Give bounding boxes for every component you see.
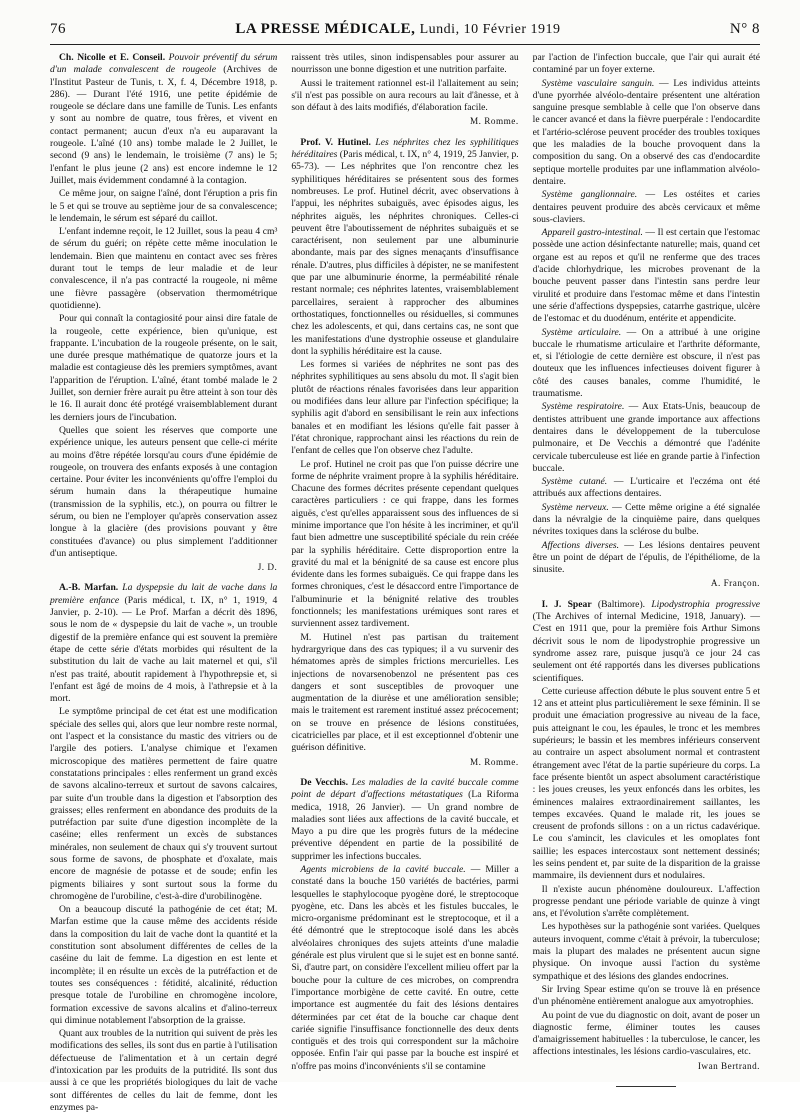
article-paragraph <box>533 599 760 685</box>
paragraph-text: (Paris médical, t. IX, n° 1, 1919, 4 Janvier, p. 2-10). — Le Prof. Marfan a décrit dès 1896, sous le nom de « dyspepsie du lait de vache », un trouble digestif de la première enfance qui est souvent la première étape de cette série d'états morbides qui résultent de la substitution du lait de vache au lait maternel et qui, s'il n'est pas traité, aboutit rapidement à l'hypothrepsie et, si l'enfant est âgé de moins de 4 mois, à l'athrepsie et à la mort. <box>50 594 278 705</box>
author-signature <box>50 561 277 573</box>
paragraph-text: — Les lésions dentaires peuvent être un point de départ de l'épulis, de l'épithéliome, de la sinusite. <box>532 539 760 576</box>
article-author: Prof. V. Hutinel. <box>300 136 371 148</box>
article-paragraph <box>533 78 760 189</box>
article-paragraph <box>533 52 760 77</box>
author-signature <box>533 1060 760 1072</box>
article-paragraph <box>291 137 518 358</box>
paragraph-text: Pour qui connaît la contagiosité pour ainsi dire fatale de la rougeole, cette expérience, bien qu'unique, est frappante. L'incubation de la rougeole présente, on le sait, une durée presque mathématique de quatorze jours et la maladie est contagieuse dès les premiers symptômes, avant l'apparition de l'éruption. L'aîné, étant tombé malade le 2 Juillet, son dernier frère aurait pu être atteint à son tour dès le 16. Il aurait donc été protégé vraisemblablement durant les derniers jours de l'incubation. <box>50 313 278 423</box>
issue-date: Lundi, 10 Février 1919 <box>419 21 561 37</box>
paragraph-text: Les hypothèses sur la pathogénie sont variées. Quelques auteurs invoquent, comme c'était à prévoir, la tuberculose; mais la plupart des malades ne présentent aucun signe physique. On invoque aussi l'action du système sympathique et des lésions des glandes endocrines. <box>532 921 760 982</box>
article-paragraph <box>50 1028 277 1114</box>
signature-text: M. Romme. <box>470 116 519 127</box>
page-number: 76 <box>50 20 66 37</box>
article-paragraph <box>291 632 518 755</box>
author-signature <box>291 115 518 127</box>
header-rule <box>50 44 760 45</box>
column-2 <box>291 52 518 1072</box>
paragraph-text: M. Hutinel n'est pas partisan du traitement hydrargyrique dans des cas typiques; il a vu survenir des hématomes après de simples frictions mercurielles. Les injections de novarsenobenzol ne présentent pas ces dangers et sont susceptibles de provoquer une augmentation de la diurèse et une amélioration sensible; mais le traitement est rarement institué assez précocement; on se trouve en présence de lésions constituées, cicatricielles par place, et il est exceptionnel d'obtenir une guérison définitive. <box>291 631 519 754</box>
paragraph-text: Le prof. Hutinel ne croit pas que l'on puisse décrire une forme de néphrite vraiment propre à la syphilis héréditaire. Chacune des formes décrites présente cependant quelques caractères particuliers : ce qui frappe, dans les formes aiguës, c'est qu'elles apparaissent sous des influences de si minime importance que l'on hésite à les incriminer, et qu'il faut bien admettre une susceptibilité spéciale du rein créée par la syphilis héréditaire. Cette disproportion entre la gravité du mal et la bénignité de sa cause est encore plus évidente dans les formes subaiguës. Ce qui frappe dans les formes chroniques, c'est le désaccord entre l'importance de l'albuminurie et la bénignité relative des troubles fonctionnels; les manifestations urémiques sont rares et surviennent assez tardivement. <box>291 458 519 630</box>
article-heading: La dyspepsie du lait de vache dans la première enfance <box>50 582 278 606</box>
article-paragraph <box>533 1010 760 1059</box>
signature-text: M. Romme. <box>470 756 519 767</box>
article-paragraph <box>291 459 518 631</box>
paragraph-text: On a beaucoup discuté la pathogénie de cet état; M. Marfan estime que la cause même des accidents réside dans la composition du lait de vache dont la quantité et la constitution sont absolument différentes de celles de la caséine du lait de femme. La digestion en est lente et incomplète; il en résulte un excès de la putréfaction et de toutes ses conséquences : fétidité, alcalinité, réduction presque totale de l'urobiline en chromogène incolore, formation excessive de savons alcalins et d'alino-terreux qui diminue notablement l'absorption de la graisse. <box>50 904 278 1026</box>
author-signature <box>291 756 518 768</box>
paragraph-text: Cette curieuse affection débute le plus souvent entre 5 et 12 ans et atteint plus particulièrement le sexe féminin. Il se produit une émaciation progressive au niveau de la face, puis atteignant le cou, les épaules, le tronc et les membres supérieurs; le bassin et les membres inférieurs conservent au contraire un aspect absolument normal et contrastent étrangement avec l'état de la partie supérieure du corps. La face présente bientôt un aspect absolument caractéristique : les joues creuses, les yeux enfoncés dans les orbites, les éminences malaires extraordinairement saillantes, les tempes excavées. Quand le malade rit, les joues se creusent de profonds sillons : on a un rictus cadavérique. Le cou s'amincit, les clavicules et les omoplates font saillie; les espaces intercostaux sont nettement dessinés; les seins pendent et, par suite de la disparition de la graisse mammaire, ils deviennent durs et nodulaires. <box>532 685 760 882</box>
article-heading: Appareil gastro-intestinal. <box>541 227 643 239</box>
article-author: I. J. Spear <box>541 598 592 610</box>
article-heading: Les maladies de la cavité buccale comme point de départ d'affections métastatiques <box>291 776 519 801</box>
article-paragraph <box>291 359 518 457</box>
paragraph-text: Il n'existe aucun phénomène douloureux. L'affection progresse pendant une période variable de quinze à vingt ans, et l'évolution s'arrête complètement. <box>532 883 760 920</box>
column-1 <box>50 52 278 1113</box>
paragraph-text: — Miller a constaté dans la bouche 150 variétés de bactéries, parmi lesquelles le staphylocoque pyogène doré, le streptocoque pyogène, etc. Dans les abcès et les fistules buccales, le micro-organisme prédominant est le streptocoque, et il a été démontré que le streptocoque isolé dans les abcès alvéolaires chroniques des sujets atteints d'une maladie générale est plus virulent que si le sujet est en bonne santé. Si, d'autre part, on considère l'excellent milieu offert par la bouche pour la culture de ces microbes, on comprendra l'importance morbigène de cette cavité. En outre, cette importance est augmentée du fait des lésions dentaires déterminées par cet état de la bouche car chaque dent cariée signifie l'insuffisance fonctionnelle des deux dents contiguës et des trois qui correspondent sur la mâchoire opposée. Enfin l'air qui passe par la bouche est inspiré et n'offre pas moins d'inconvénients s'il se contamine <box>291 864 519 1072</box>
article-paragraph <box>533 327 760 401</box>
article-paragraph <box>50 706 277 903</box>
paragraph-text: (Paris médical, t. IX, n° 4, 1919, 25 Janvier, p. 65-73). — Les néphrites que l'on rencontre chez les syphilitiques héréditaires se présentent sous des formes nombreuses. Le prof. Hutinel décrit, avec observations à l'appui, les néphrites subaiguës, avec épisodes aigus, les néphrites aiguës, les néphrites chroniques. Celles-ci peuvent être l'aboutissement de néphrites subaiguës et se caractérisent, non seulement par une albuminurie abondante, mais par des signes menaçants d'insuffisance rénale. D'autres, plus difficiles à dépister, ne se manifestent que par une albuminurie énorme, la perméabilité rénale restant normale; ces néphrites latentes, vraisemblablement parcellaires, seraient à rapprocher des albumines orthostatiques, fonctionnelles ou résiduelles, si communes chez les adolescents, et qui, dans certains cas, ne sont que les manifestations d'une dystrophie osseuse et glandulaire dont la syphilis héréditaire est la cause. <box>291 149 519 357</box>
paragraph-text: Aussi le traitement rationnel est-il l'allaitement au sein; s'il n'est pas possible on aura recours au lait d'ânesse, et à son défaut à des laits modifiés, d'élaboration facile. <box>291 77 519 114</box>
paragraph-text: — Il est certain que l'estomac possède une action désinfectante naturelle; mais, quand cet organe est au repos et qu'il ne renferme que des traces d'acide chlorhydrique, les microbes provenant de la bouche peuvent passer dans l'intestin sans perdre leur virulité et produire dans l'estomac même et dans l'intestin une série d'affections dyspepsies, catarrhe gastrique, ulcère de l'estomac et du duodénum, entérite et appendicite. <box>532 227 760 325</box>
article-author: A.-B. Marfan. <box>59 582 119 594</box>
article-paragraph <box>50 188 277 225</box>
article-heading: Lipodystrophia progressive <box>645 598 760 610</box>
article-heading: Les néphrites chez les syphilitiques héréditaires <box>291 136 519 161</box>
article-paragraph <box>50 904 277 1027</box>
paragraph-text: Ce même jour, on saigne l'aîné, dont l'éruption a pris fin le 5 et qui se trouve au septième jour de sa convalescence; le lendemain, le sérum est séparé du caillot. <box>50 188 278 224</box>
article-paragraph <box>50 226 277 312</box>
article-heading: Système respiratoire. <box>541 401 625 413</box>
article-heading: Système cutané. <box>541 476 608 488</box>
article-paragraph <box>533 540 760 577</box>
paragraph-text: — On a attribué à une origine buccale le rhumatisme articulaire et l'arthrite déformante, et, si l'étiologie de cette dernière est obscure, il n'est pas douteux que les influences infectieuses doivent figurer à côté des causes banales, comme l'humidité, le traumatisme. <box>532 326 760 400</box>
article-paragraph <box>533 502 760 539</box>
paragraph-text: L'enfant indemne reçoit, le 12 Juillet, sous la peau 4 cm³ de sérum du guéri; on répète cette même inoculation le lendemain. Bien que maintenu en contact avec ses frères durant tout le temps de leur maladie et de leur convalescence, il n'a pas contracté la rougeole, ni même une fièvre passagère (observation thermométrique quotidienne). <box>50 226 278 311</box>
article-paragraph <box>533 401 760 475</box>
article-paragraph <box>291 78 518 115</box>
article-paragraph <box>291 777 518 863</box>
article-paragraph <box>533 189 760 226</box>
article-paragraph <box>533 686 760 883</box>
paragraph-text: — Cette même origine a été signalée dans la névralgie de la cinquième paire, dans quelques névrites toxiques dans la sclérose du bulbe. <box>532 501 760 538</box>
article-heading: Pouvoir préventif du sérum d'un malade convalescent de rougeole <box>50 52 278 76</box>
article-author: Ch. Nicolle et E. Conseil. <box>59 52 166 63</box>
issue-number: N° 8 <box>729 20 760 37</box>
signature-text: A. Françon. <box>710 578 760 589</box>
article-paragraph <box>291 52 518 77</box>
signature-text: Iwan Bertrand. <box>697 1060 760 1071</box>
paragraph-text: (The Archives of internal Medicine, 1918, January). — C'est en 1911 que, pour la première fois Arthur Simons décrivit sous le nom de lipodystrophie progressive un syndrome assez rare, puisque jusqu'à ce jour 24 cas seulement ont été rapportés dans les diverses publications scientifiques. <box>532 611 760 684</box>
page-header <box>50 18 760 40</box>
paragraph-text: (Archives de l'Institut Pasteur de Tunis, t. X, f. 4, Décembre 1918, p. 286). — Durant l'été 1916, une petite épidémie de rougeole se déclare dans une famille de Tunis. Les enfants y sont au nombre de quatre, tous frères, et vivent en contact permanent; aucun d'eux n'a eu auparavant la rougeole. L'aîné (10 ans) tombe malade le 2 Juillet, le second (9 ans) le lendemain, le troisième (7 ans) le 5; l'enfant le plus jeune (2 ans) est encore indemne le 12 Juillet, mais évidemment condamné à la contagion. <box>50 64 278 186</box>
article-author: De Vecchis. <box>300 776 349 788</box>
article-paragraph <box>50 582 277 705</box>
article-paragraph <box>533 227 760 325</box>
article-heading: Système ganglionnaire. <box>541 189 638 201</box>
article-paragraph <box>533 984 760 1009</box>
paragraph-text: — L'urticaire et l'eczéma ont été attribués aux affections dentaires. <box>532 476 760 500</box>
article-paragraph <box>533 884 760 921</box>
article-heading: Système nerveux. <box>541 501 609 513</box>
article-heading: Agents microbiens de la cavité buccale. <box>300 864 466 875</box>
article-paragraph <box>50 52 277 187</box>
paragraph-text: Le symptôme principal de cet état est une modification spéciale des selles qui, alors que leur nombre reste normal, ont l'aspect et la consistance du mastic des vitriers ou de l'argile des potiers. L'analyse chimique et l'examen microscopique des matières permettent de faire quatre constatations principales : elles renferment un grand excès de savons alcalino-terreux et surtout de savons calcaires, par suite d'un trouble dans la digestion et l'absorption des graisses; elles renferment en abondance des produits de la putréfaction par suite d'une digestion incomplète de la caséine; elles renferment un excès de substances minérales, non seulement de chaux qui s'y trouvent surtout sous forme de savons, de phosphate et d'oxalate, mais encore de magnésie de potasse et de soude; enfin les pigments biliaires y sont surtout sous la forme du chromogène de l'urobiline, c'est-à-dire d'urobilinogène. <box>50 706 278 902</box>
paragraph-text: — Les ostéites et caries dentaires peuvent produire des abcès cervicaux et même sous-claviers. <box>532 189 760 225</box>
article-columns <box>50 52 760 1113</box>
article-heading: Affections diverses. <box>541 539 620 551</box>
column-3 <box>533 52 760 1072</box>
author-signature <box>533 577 760 589</box>
paragraph-text: Sir Irving Spear estime qu'on se trouve là en présence d'un phénomène entièrement analogue aux amyotrophies. <box>532 983 760 1008</box>
article-paragraph <box>291 864 518 1073</box>
paragraph-text: Au point de vue du diagnostic on doit, avant de poser un diagnostic ferme, éliminer toutes les causes d'amaigrissement habituelles : la tuberculose, le cancer, les affections intestinales, les lésions cardio-vasculaires, etc. <box>532 1009 760 1058</box>
paragraph-text: Quelles que soient les réserves que comporte une expérience unique, les auteurs pensent que celle-ci mérite au moins d'être répétée lorsqu'au cours d'une épidémie de rougeole, on trouvera des enfants exposés à une contagion certaine. Pour éviter les inconvénients qu'offre l'emploi du sérum humain dans la thérapeutique humaine (transmission de la syphilis, etc.), on pourra ou filtrer le sérum, ou bien ne l'employer qu'après conservation assez longue à la glacière (des provisions pouvant y être constituées d'avance) ou plus simplement l'additionner d'un antiseptique. <box>50 424 278 559</box>
paragraph-text: Quant aux troubles de la nutrition qui suivent de près les modifications des selles, ils sont dus en partie à l'utilisation défectueuse de l'alimentation et à un certain degré d'intoxication par les produits de la putridité. Ils sont dus aussi à ce que les propriétés biologiques du lait de vache sont différentes de celles du lait de femme, dont les enzymes pa- <box>50 1028 278 1113</box>
article-paragraph <box>50 313 277 424</box>
article-heading: Système articulaire. <box>541 326 622 338</box>
article-paragraph <box>50 425 277 560</box>
paragraph-text: (La Riforma medica, 1918, 26 Janvier). — Un grand nombre de maladies sont liées aux affections de la cavité buccale, et Mayo a pu dire que les progrès futurs de la médecine préventive dépendent en partie de la possibilité de supprimer les infections buccales. <box>291 789 519 862</box>
paragraph-text: Les formes si variées de néphrites ne sont pas des néphrites syphilitiques au sens absolu du mot. Il s'agit bien plutôt de réactions rénales favorisées dans leur apparition ou modifiées dans leur allure par l'infection spécifique; la syphilis agit d'abord en sensibilisant le rein aux infections banales et en modifiant les lésions qu'elle fait passer à l'état chronique, rapprochant ainsi les réactions du rein de l'enfant de celles que l'on observe chez l'adulte. <box>291 359 519 457</box>
paragraph-text: raissent très utiles, sinon indispensables pour assurer au nourrisson une bonne digestion et une nutrition parfaite. <box>291 52 519 76</box>
paragraph-text: — Aux Etats-Unis, beaucoup de dentistes attribuent une grande importance aux affections dentaires dans le développement de la tuberculose pulmonaire, et De Vecchis a démontré que l'adénite cervicale tuberculeuse est liée en grande partie à l'infection buccale. <box>532 401 760 474</box>
paragraph-text: (Baltimore). <box>591 598 646 610</box>
article-heading: Système vasculaire sanguin. <box>541 77 655 89</box>
article-paragraph <box>533 476 760 501</box>
signature-text: J. D. <box>257 562 278 573</box>
paragraph-text: — Les individus atteints d'une pyorrhée alvéolo-dentaire présentent une altération sanguine presque semblable à celle que l'on observe dans le cancer avancé et dans la fièvre puerpérale : l'endocardite et l'artério-sclérose peuvent procéder des troubles toxiques que les maladies de la bouche provoquent dans la composition du sang. On a observé des cas d'endocardite septique mortelle produites par une inflammation alvéolo-dentaire. <box>532 77 760 187</box>
end-rule <box>616 1086 676 1087</box>
paragraph-text: par l'action de l'infection buccale, que l'air qui aurait été contaminé par un foyer externe. <box>532 52 760 76</box>
journal-title: LA PRESSE MÉDICALE, Lundi, 10 Février 1919 <box>235 20 561 37</box>
article-paragraph <box>533 921 760 982</box>
